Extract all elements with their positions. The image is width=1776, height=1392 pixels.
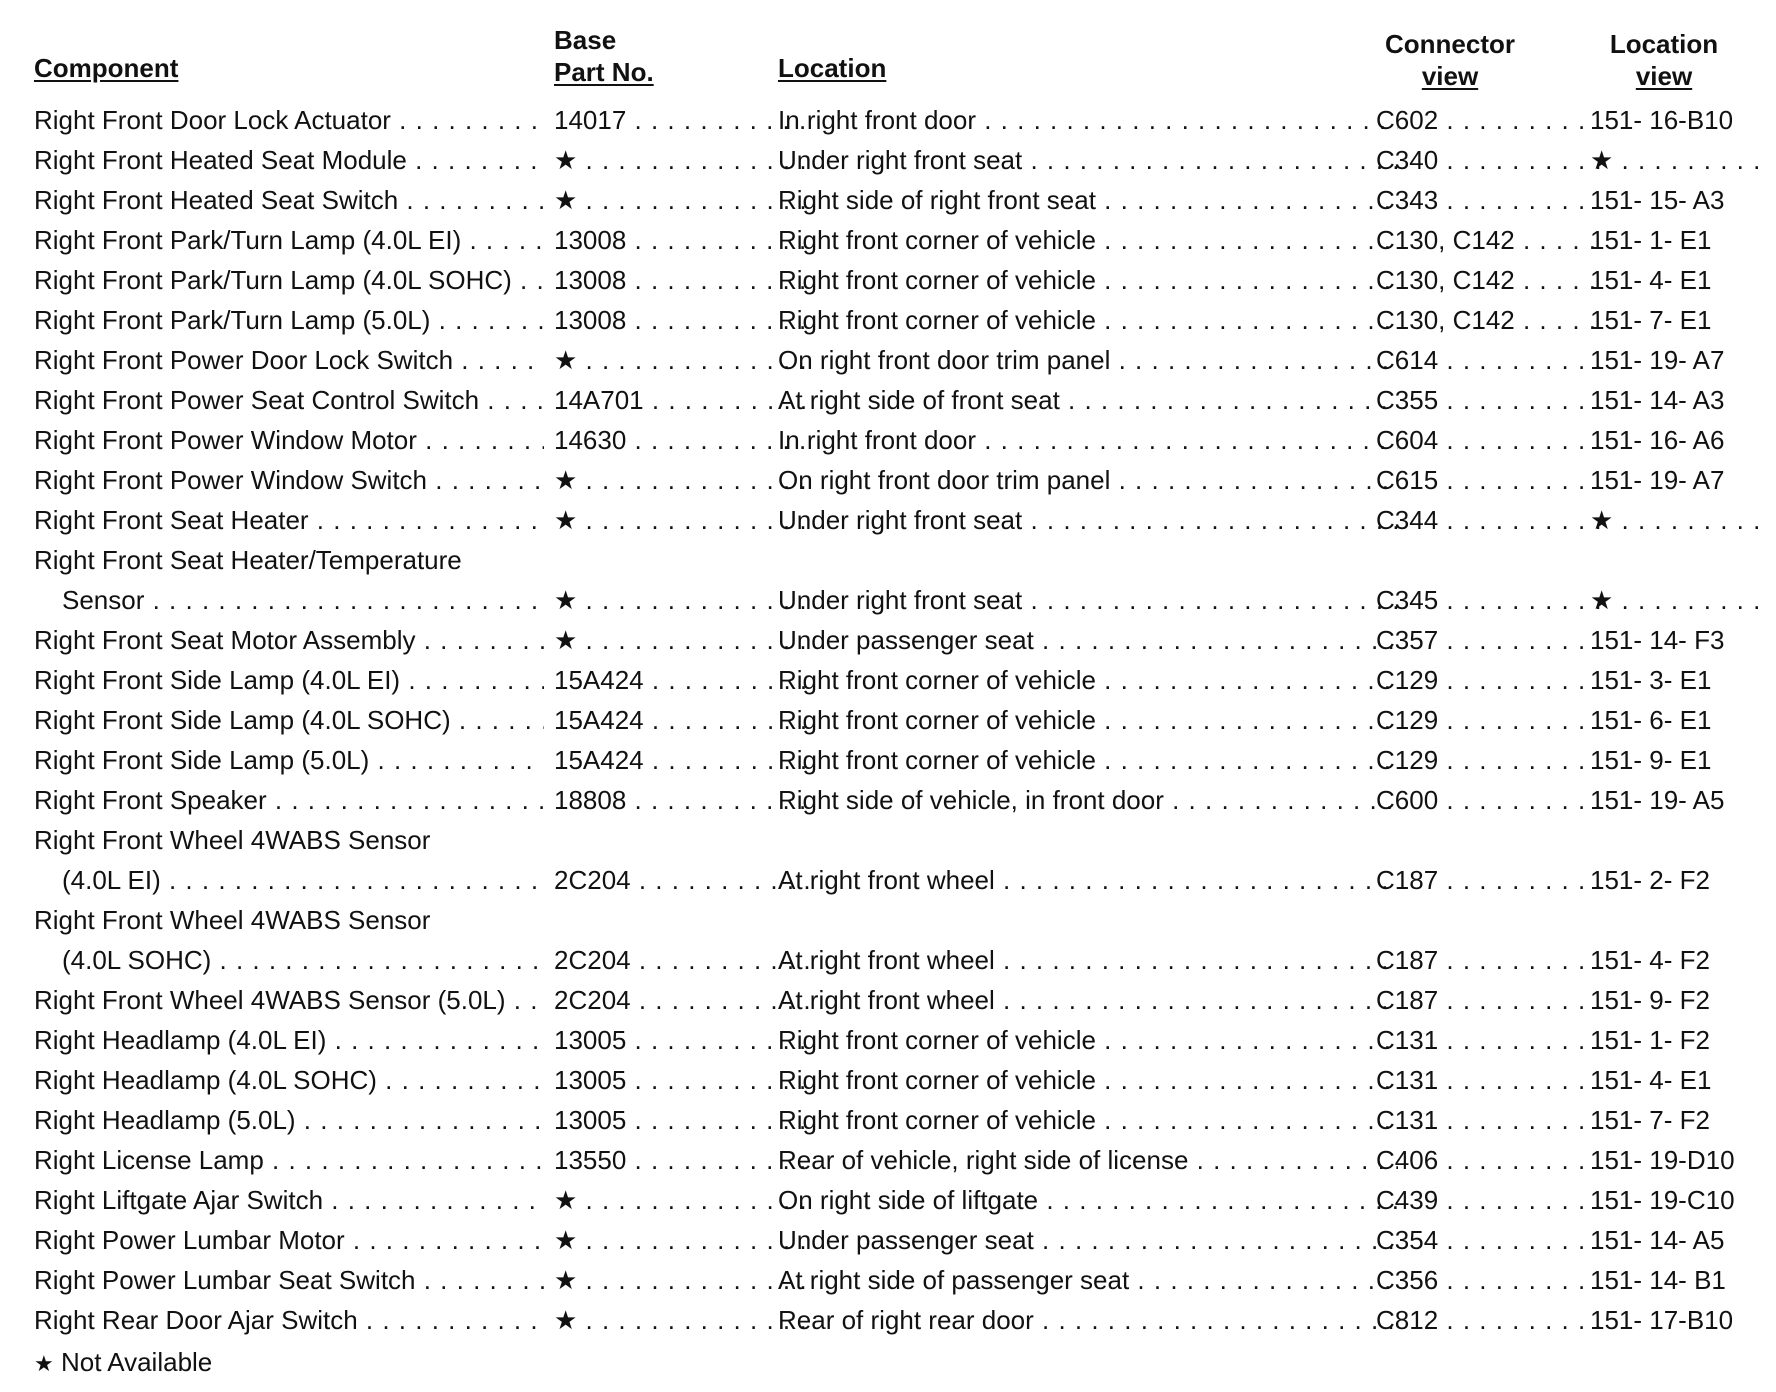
table-row — [34, 1140, 1754, 1180]
component-cell: Right Headlamp (5.0L) . . . — [34, 1100, 544, 1140]
header-location-view — [1584, 28, 1744, 92]
table-row — [34, 1300, 1754, 1340]
connector-view-cell: C614 . . . — [1376, 340, 1604, 380]
location-view-cell: 151- 4- E1 — [1590, 265, 1712, 295]
header-component — [34, 52, 178, 84]
location-view-cell: 151- 14- A3 — [1590, 385, 1725, 415]
location-cell: Right front corner of vehicle . . . — [778, 700, 1398, 740]
location-view-cell: 151- 3- E1 — [1590, 665, 1712, 695]
location-cell: In right front door . . . — [778, 100, 1398, 140]
table-row — [34, 460, 1754, 500]
table-row — [34, 380, 1754, 420]
location-cell: Under right front seat . . . — [778, 500, 1398, 540]
part-number-cell: 13005 . . . — [554, 1020, 812, 1060]
table-row — [34, 260, 1754, 300]
location-cell: Under passenger seat . . . — [778, 620, 1398, 660]
component-cell: Right License Lamp . . . — [34, 1140, 544, 1180]
connector-view-cell: C130, C142 . . . — [1376, 300, 1604, 340]
part-number-cell: ★ . . . — [554, 460, 812, 500]
part-number-cell: 15A424 . . . — [554, 660, 812, 700]
table-row — [34, 1260, 1754, 1300]
table-row — [34, 820, 1754, 860]
connector-view-cell: C131 . . . — [1376, 1020, 1604, 1060]
location-view-cell: 151- 17-B10 — [1590, 1305, 1734, 1335]
table-row — [34, 100, 1754, 140]
star-icon: ★ — [34, 1351, 54, 1376]
table-row — [34, 580, 1754, 620]
location-cell: In right front door . . . — [778, 420, 1398, 460]
location-view-cell: 151- 19-C10 — [1590, 1185, 1735, 1215]
connector-view-cell: C345 . . . — [1376, 580, 1604, 620]
header-location-label: Location — [778, 53, 887, 83]
location-cell: Right front corner of vehicle . . . — [778, 260, 1398, 300]
table-body — [34, 100, 1754, 1340]
component-cell: Right Front Power Window Switch . . . — [34, 460, 544, 500]
component-cell: Right Front Side Lamp (4.0L EI) . . . — [34, 660, 544, 700]
header-component-label: Component — [34, 53, 179, 83]
part-number-cell: ★ . . . — [554, 180, 812, 220]
connector-view-cell: C406 . . . — [1376, 1140, 1604, 1180]
location-cell: Right front corner of vehicle . . . — [778, 220, 1398, 260]
location-cell: On right side of liftgate . . . — [778, 1180, 1398, 1220]
footnote-text: Not Available — [60, 1347, 213, 1377]
part-number-cell: 14A701 . . . — [554, 380, 812, 420]
location-view-cell: 151- 19- A5 — [1590, 785, 1725, 815]
connector-view-cell: C130, C142 . . . — [1376, 220, 1604, 260]
component-cell: Right Power Lumbar Motor . . . — [34, 1220, 544, 1260]
component-cell: Right Front Wheel 4WABS Sensor (5.0L) . . . — [34, 980, 544, 1020]
location-cell: At right front wheel . . . — [778, 860, 1398, 900]
location-cell: Right front corner of vehicle . . . — [778, 1020, 1398, 1060]
location-cell: Rear of right rear door . . . — [778, 1300, 1398, 1340]
part-number-cell: 13005 . . . — [554, 1100, 812, 1140]
part-number-cell: ★ . . . — [554, 340, 812, 380]
part-number-cell: ★ . . . — [554, 1260, 812, 1300]
connector-view-cell: C129 . . . — [1376, 660, 1604, 700]
component-cell: Right Headlamp (4.0L EI) . . . — [34, 1020, 544, 1060]
location-view-cell: 151- 14- B1 — [1590, 1265, 1726, 1295]
table-row — [34, 660, 1754, 700]
part-number-cell: ★ . . . — [554, 1300, 812, 1340]
location-view-cell: 151- 7- F2 — [1590, 1105, 1710, 1135]
table-row — [34, 1180, 1754, 1220]
part-number-cell: 15A424 . . . — [554, 700, 812, 740]
location-view-cell: ★ . . . — [1590, 140, 1760, 180]
component-cell: Right Front Speaker . . . — [34, 780, 544, 820]
location-view-cell: 151- 9- E1 — [1590, 745, 1712, 775]
component-cell: Sensor . . . — [34, 580, 544, 620]
connector-view-cell: C130, C142 . . . — [1376, 260, 1604, 300]
part-number-cell: 15A424 . . . — [554, 740, 812, 780]
connector-view-cell: C602 . . . — [1376, 100, 1604, 140]
connector-view-cell: C812 . . . — [1376, 1300, 1604, 1340]
component-cell: Right Front Side Lamp (5.0L) . . . — [34, 740, 544, 780]
connector-view-cell: C343 . . . — [1376, 180, 1604, 220]
location-cell: On right front door trim panel . . . — [778, 340, 1398, 380]
location-cell: Right front corner of vehicle . . . — [778, 300, 1398, 340]
location-cell: At right front wheel . . . — [778, 940, 1398, 980]
location-view-cell: ★ . . . — [1590, 500, 1760, 540]
connector-view-cell: C615 . . . — [1376, 460, 1604, 500]
component-cell: Right Liftgate Ajar Switch . . . — [34, 1180, 544, 1220]
component-cell: Right Front Seat Motor Assembly . . . — [34, 620, 544, 660]
location-view-cell: 151- 16- A6 — [1590, 425, 1725, 455]
connector-view-cell: C129 . . . — [1376, 700, 1604, 740]
location-cell: Right front corner of vehicle . . . — [778, 740, 1398, 780]
part-number-cell: ★ . . . — [554, 1180, 812, 1220]
part-number-cell: 14017 . . . — [554, 100, 812, 140]
component-cell: Right Front Power Seat Control Switch . . . — [34, 380, 544, 420]
component-cell: Right Front Park/Turn Lamp (5.0L) . . . — [34, 300, 544, 340]
location-cell: Right side of right front seat . . . — [778, 180, 1398, 220]
header-connector-view-line2: view — [1421, 61, 1479, 91]
location-view-cell: 151- 14- A5 — [1590, 1225, 1725, 1255]
connector-view-cell: C604 . . . — [1376, 420, 1604, 460]
location-view-cell: 151- 4- E1 — [1590, 1065, 1712, 1095]
location-cell: Right front corner of vehicle . . . — [778, 1060, 1398, 1100]
component-cell: Right Front Power Door Lock Switch . . . — [34, 340, 544, 380]
location-view-cell: ★ . . . — [1590, 580, 1760, 620]
location-view-cell: 151- 19-D10 — [1590, 1145, 1735, 1175]
connector-view-cell: C131 . . . — [1376, 1060, 1604, 1100]
component-cell: (4.0L SOHC) . . . — [34, 940, 544, 980]
part-number-cell: ★ . . . — [554, 580, 812, 620]
header-location-view-line2: view — [1635, 61, 1693, 91]
table-row — [34, 140, 1754, 180]
part-number-cell: 13550 . . . — [554, 1140, 812, 1180]
component-cell: (4.0L EI) . . . — [34, 860, 544, 900]
table-row — [34, 220, 1754, 260]
location-cell: Under right front seat . . . — [778, 140, 1398, 180]
location-view-cell: 151- 7- E1 — [1590, 305, 1712, 335]
location-view-cell: 151- 14- F3 — [1590, 625, 1725, 655]
location-cell: At right side of passenger seat . . . — [778, 1260, 1398, 1300]
connector-view-cell: C355 . . . — [1376, 380, 1604, 420]
location-cell: Under passenger seat . . . — [778, 1220, 1398, 1260]
footnote — [34, 1346, 212, 1380]
connector-view-cell: C129 . . . — [1376, 740, 1604, 780]
table-row — [34, 340, 1754, 380]
part-number-cell: ★ . . . — [554, 1220, 812, 1260]
location-view-cell: 151- 16-B10 — [1590, 105, 1734, 135]
component-cell: Right Front Park/Turn Lamp (4.0L SOHC) . . . — [34, 260, 544, 300]
part-number-cell: ★ . . . — [554, 620, 812, 660]
part-number-cell: 13008 . . . — [554, 260, 812, 300]
header-location-view-line1: Location — [1609, 29, 1719, 59]
component-cell: Right Front Wheel 4WABS Sensor — [34, 905, 431, 935]
component-cell: Right Front Door Lock Actuator . . . — [34, 100, 544, 140]
connector-view-cell: C439 . . . — [1376, 1180, 1604, 1220]
table-row — [34, 1220, 1754, 1260]
location-cell: Right side of vehicle, in front door . . . — [778, 780, 1398, 820]
table-row — [34, 940, 1754, 980]
header-base-part-line1: Base — [554, 25, 617, 55]
location-view-cell: 151- 15- A3 — [1590, 185, 1725, 215]
connector-view-cell: C187 . . . — [1376, 860, 1604, 900]
part-number-cell: 2C204 . . . — [554, 980, 812, 1020]
location-view-cell: 151- 9- F2 — [1590, 985, 1710, 1015]
connector-view-cell: C344 . . . — [1376, 500, 1604, 540]
connector-view-cell: C187 . . . — [1376, 980, 1604, 1020]
location-cell: On right front door trim panel . . . — [778, 460, 1398, 500]
component-cell: Right Front Seat Heater . . . — [34, 500, 544, 540]
component-cell: Right Front Seat Heater/Temperature — [34, 545, 462, 575]
part-number-cell: ★ . . . — [554, 140, 812, 180]
table-row — [34, 500, 1754, 540]
table-row — [34, 300, 1754, 340]
component-cell: Right Front Heated Seat Module . . . — [34, 140, 544, 180]
header-base-part-line2: Part No. — [554, 57, 654, 87]
part-number-cell: 13008 . . . — [554, 300, 812, 340]
location-view-cell: 151- 4- F2 — [1590, 945, 1710, 975]
component-cell: Right Rear Door Ajar Switch . . . — [34, 1300, 544, 1340]
component-cell: Right Front Heated Seat Switch . . . — [34, 180, 544, 220]
component-cell: Right Front Wheel 4WABS Sensor — [34, 825, 431, 855]
part-number-cell: 13005 . . . — [554, 1060, 812, 1100]
component-cell: Right Power Lumbar Seat Switch . . . — [34, 1260, 544, 1300]
header-connector-view-line1: Connector — [1385, 29, 1515, 59]
connector-view-cell: C354 . . . — [1376, 1220, 1604, 1260]
location-view-cell: 151- 19- A7 — [1590, 345, 1725, 375]
location-cell: At right front wheel . . . — [778, 980, 1398, 1020]
location-view-cell: 151- 19- A7 — [1590, 465, 1725, 495]
table-row — [34, 1100, 1754, 1140]
part-number-cell: 14630 . . . — [554, 420, 812, 460]
connector-view-cell: C600 . . . — [1376, 780, 1604, 820]
table-row — [34, 740, 1754, 780]
location-view-cell: 151- 6- E1 — [1590, 705, 1712, 735]
table-row — [34, 700, 1754, 740]
location-view-cell: 151- 1- F2 — [1590, 1025, 1710, 1055]
location-view-cell: 151- 2- F2 — [1590, 865, 1710, 895]
header-base-part — [554, 24, 654, 88]
table-row — [34, 780, 1754, 820]
table-row — [34, 420, 1754, 460]
table-row — [34, 540, 1754, 580]
component-cell: Right Front Side Lamp (4.0L SOHC) . . . — [34, 700, 544, 740]
table-row — [34, 1020, 1754, 1060]
table-row — [34, 900, 1754, 940]
connector-view-cell: C356 . . . — [1376, 1260, 1604, 1300]
header-location — [778, 52, 886, 84]
part-number-cell: 18808 . . . — [554, 780, 812, 820]
location-view-cell: 151- 1- E1 — [1590, 225, 1712, 255]
part-number-cell: 2C204 . . . — [554, 860, 812, 900]
part-number-cell: ★ . . . — [554, 500, 812, 540]
connector-view-cell: C187 . . . — [1376, 940, 1604, 980]
connector-view-cell: C340 . . . — [1376, 140, 1604, 180]
table-row — [34, 860, 1754, 900]
part-number-cell: 13008 . . . — [554, 220, 812, 260]
component-cell: Right Headlamp (4.0L SOHC) . . . — [34, 1060, 544, 1100]
connector-view-cell: C131 . . . — [1376, 1100, 1604, 1140]
component-cell: Right Front Park/Turn Lamp (4.0L EI) . . . — [34, 220, 544, 260]
table-row — [34, 180, 1754, 220]
header-connector-view — [1360, 28, 1540, 92]
location-cell: Right front corner of vehicle . . . — [778, 660, 1398, 700]
table-row — [34, 1060, 1754, 1100]
location-cell: Right front corner of vehicle . . . — [778, 1100, 1398, 1140]
table-row — [34, 980, 1754, 1020]
location-cell: At right side of front seat . . . — [778, 380, 1398, 420]
component-cell: Right Front Power Window Motor . . . — [34, 420, 544, 460]
location-cell: Rear of vehicle, right side of license . . . — [778, 1140, 1398, 1180]
connector-view-cell: C357 . . . — [1376, 620, 1604, 660]
location-cell: Under right front seat . . . — [778, 580, 1398, 620]
table-row — [34, 620, 1754, 660]
part-number-cell: 2C204 . . . — [554, 940, 812, 980]
